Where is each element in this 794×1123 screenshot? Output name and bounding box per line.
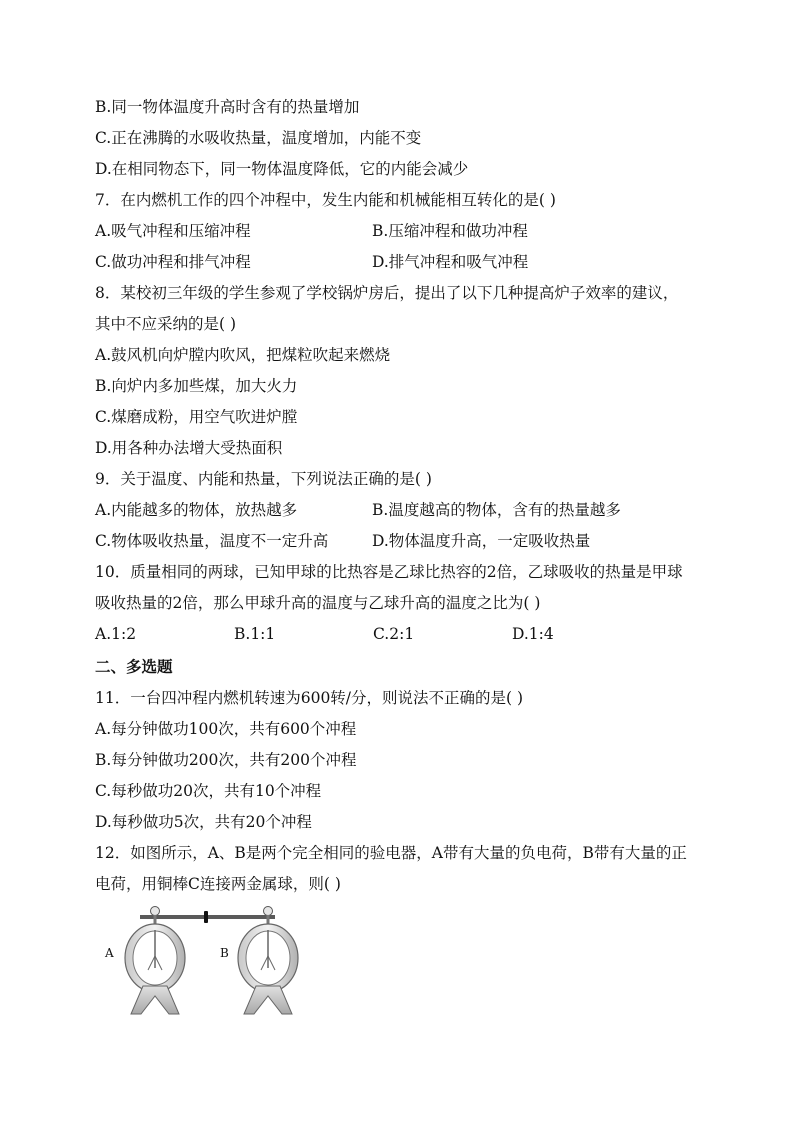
q10-option-d: D.1:4 [512,625,554,643]
q7-stem: 7．在内燃机工作的四个冲程中，发生内能和机械能相互转化的是( ) [95,191,556,209]
q9-options-row-2 [95,526,715,557]
section-heading-multiple-choice: 二、多选题 [95,658,173,676]
electroscope-a-label: A [105,946,114,960]
q9-option-c: C.物体吸收热量，温度不一定升高 [95,532,329,550]
q10-option-c: C.2:1 [373,625,415,643]
q9-option-b: B.温度越高的物体，含有的热量越多 [372,501,621,519]
q8-option-c: C.煤磨成粉，用空气吹进炉膛 [95,408,298,426]
q11-stem: 11．一台四冲程内燃机转速为600转/分，则说法不正确的是( ) [95,689,524,707]
q10-option-b: B.1:1 [234,625,276,643]
q9-stem: 9．关于温度、内能和热量，下列说法正确的是( ) [95,470,432,488]
exam-page [95,92,715,1016]
q8-option-b: B.向炉内多加些煤，加大火力 [95,377,298,395]
q7-option-d: D.排气冲程和吸气冲程 [372,253,529,271]
q10-options-row [95,619,715,650]
q7-options-row-2 [95,247,715,278]
q12-stem-line1: 12．如图所示，A、B是两个完全相同的验电器，A带有大量的负电荷，B带有大量的正 [95,844,687,862]
q6-option-b: B.同一物体温度升高时含有的热量增加 [95,98,360,116]
q8-stem-line1: 8．某校初三年级的学生参观了学校锅炉房后，提出了以下几种提高炉子效率的建议， [95,284,679,302]
q11-option-c: C.每秒做功20次，共有10个冲程 [95,782,322,800]
rod-handle [204,911,208,923]
q6-option-c: C.正在沸腾的水吸收热量，温度增加，内能不变 [95,129,422,147]
q6-option-d: D.在相同物态下，同一物体温度降低，它的内能会减少 [95,160,469,178]
q7-option-b: B.压缩冲程和做功冲程 [372,222,528,240]
q7-options-row-1 [95,216,715,247]
q8-option-a: A.鼓风机向炉膛内吹风，把煤粒吹起来燃烧 [95,346,391,364]
electroscope-b [238,907,298,1015]
q8-option-d: D.用各种办法增大受热面积 [95,439,283,457]
q12-stem-line2: 电荷，用铜棒C连接两金属球，则( ) [95,875,341,893]
q10-stem-line2: 吸收热量的2倍，那么甲球升高的温度与乙球升高的温度之比为( ) [95,594,541,612]
q10-stem-line1: 10．质量相同的两球，已知甲球的比热容是乙球比热容的2倍，乙球吸收的热量是甲球 [95,563,683,581]
electroscope-drawing [95,906,315,1016]
q8-stem-line2: 其中不应采纳的是( ) [95,315,237,333]
q7-option-c: C.做功冲程和排气冲程 [95,253,251,271]
q11-option-b: B.每分钟做功200次，共有200个冲程 [95,751,357,769]
q9-options-row-1 [95,495,715,526]
q9-option-a: A.内能越多的物体，放热越多 [95,501,298,519]
q7-option-a: A.吸气冲程和压缩冲程 [95,222,251,240]
q11-option-a: A.每分钟做功100次，共有600个冲程 [95,720,357,738]
electroscope-figure [95,906,315,1016]
electroscope-a [125,907,185,1015]
q10-option-a: A.1:2 [95,625,137,643]
electroscope-b-label: B [220,946,229,960]
q11-option-d: D.每秒做功5次，共有20个冲程 [95,813,312,831]
q9-option-d: D.物体温度升高，一定吸收热量 [372,532,591,550]
